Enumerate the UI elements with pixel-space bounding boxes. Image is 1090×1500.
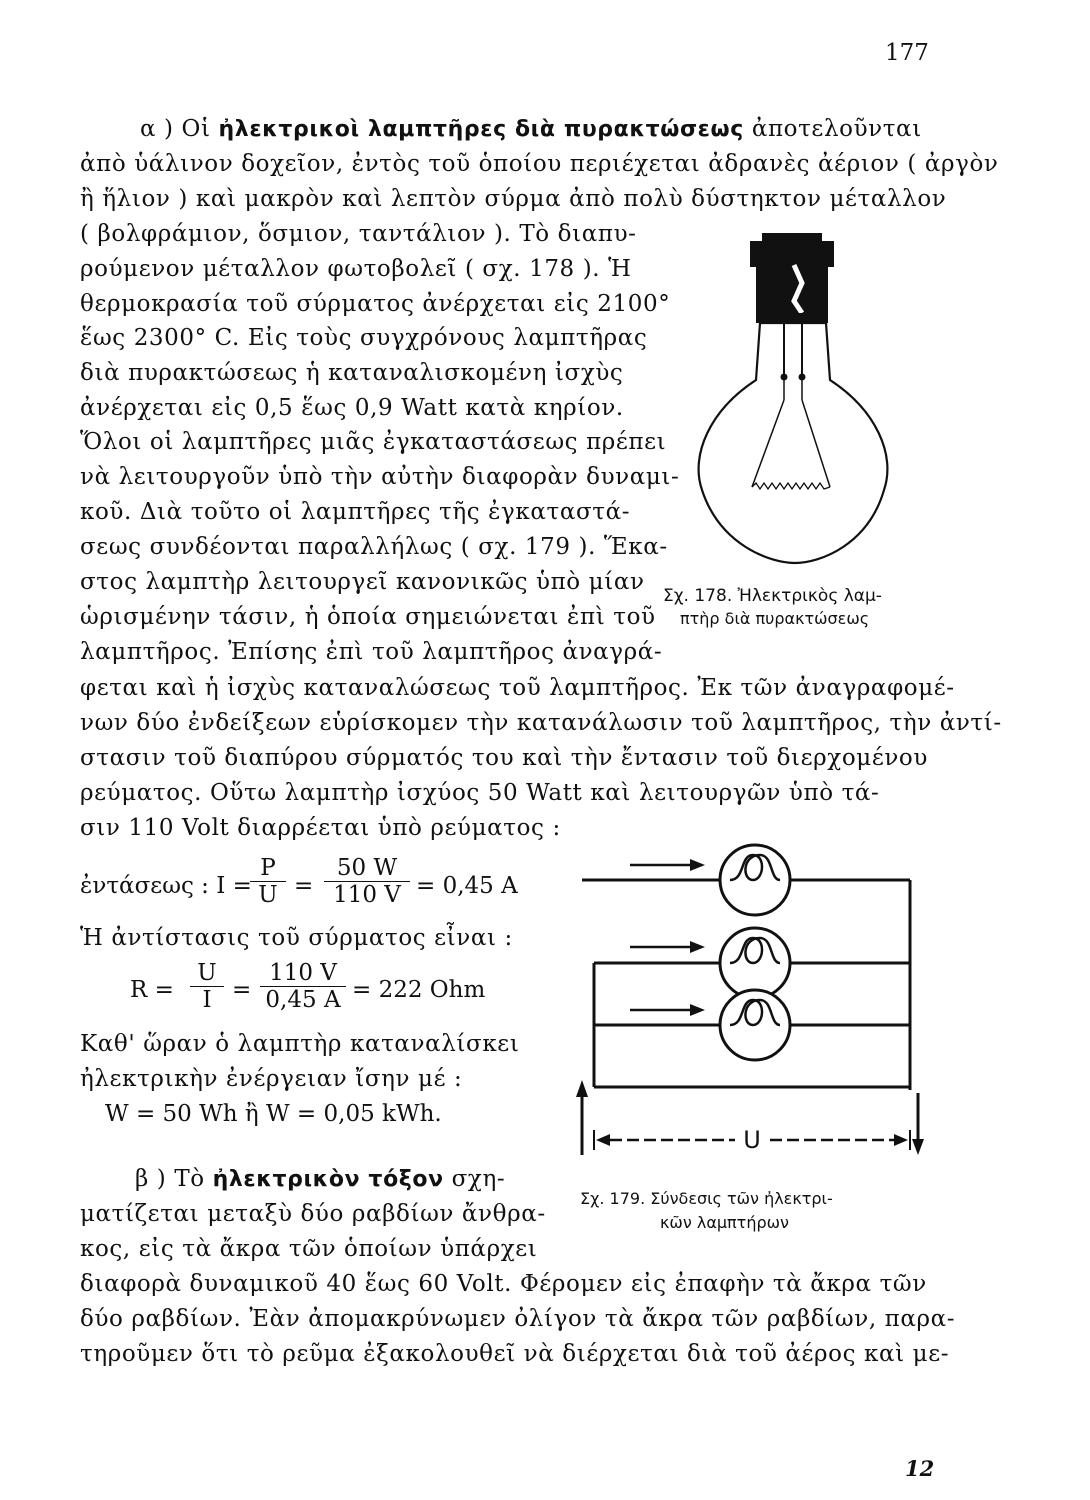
text-line: στασιν τοῦ διαπύρου σύρματός του καὶ τὴν ἔντασιν τοῦ διερχομένου: [80, 745, 928, 771]
figure-179-caption-1: Σχ. 179. Σύνδεσις τῶν ἠλεκτρι-: [580, 1189, 833, 1208]
text-line: νων δύο ἐνδείξεων εὑρίσκομεν τὴν κατανάλωσιν τοῦ λαμπτῆρος, τὴν ἀντί-: [80, 710, 1002, 736]
text-line: ὡρισμένην τάσιν, ἡ ὁποία σημειώνεται ἐπὶ τοῦ: [80, 604, 656, 630]
text-line: νὰ λειτουργοῦν ὑπὸ τὴν αὐτὴν διαφορὰν δυναμι-: [80, 464, 680, 490]
resistance-eq-fraction-2: [260, 960, 346, 1013]
text-line: ρούμενον μέταλλον φωτοβολεῖ ( σχ. 178 ). Ἡ: [80, 256, 632, 282]
lamp-filament: [752, 483, 830, 489]
current-eq-fraction-2: [324, 855, 410, 908]
current-eq-frac2-num: 50 W: [324, 855, 410, 882]
section-b-intro: Τὸ: [174, 1166, 205, 1192]
section-a-line-0: ἀποτελοῦνται: [751, 116, 922, 142]
current-eq-result: = 0,45 A: [416, 873, 518, 899]
text-line: τηροῦμεν ὅτι τὸ ρεῦμα ἐξακολουθεῖ νὰ διέρχεται διὰ τοῦ ἀέρος καὶ με-: [80, 1341, 950, 1367]
voltage-dimension: [594, 1126, 910, 1154]
lamp-base-top: [750, 241, 834, 267]
lamp-symbol-3: [720, 990, 790, 1060]
lamp-illustration: [690, 225, 930, 585]
energy-eq: W = 50 Wh ἢ W = 0,05 kWh.: [105, 1101, 442, 1127]
current-arrow-1: [630, 859, 705, 871]
text-line: φεται καὶ ἡ ἰσχὺς καταναλώσεως τοῦ λαμπτῆρος. Ἐκ τῶν ἀναγραφομέ-: [80, 675, 955, 701]
text-line: σιν 110 Volt διαρρέεται ὑπὸ ρεύματος :: [80, 815, 561, 841]
resistance-eq-fraction-1: [190, 960, 224, 1013]
energy-line: ἠλεκτρικὴν ἐνέργειαν ἴσην μέ :: [80, 1066, 463, 1092]
section-b-line-0: σχη-: [451, 1166, 506, 1192]
resistance-eq-result: = 222 Ohm: [352, 977, 486, 1003]
return-arrow-down: [912, 1093, 924, 1155]
text-line: διὰ πυρακτώσεως ἡ καταναλισκομένη ἰσχὺς: [80, 360, 624, 386]
text-line: ἀπὸ ὑάλινον δοχεῖον, ἐντὸς τοῦ ὁποίου περιέχεται ἀδρανὲς ἀέριον ( ἀργὸν: [80, 151, 999, 177]
current-eq-frac2-den: 110 V: [333, 882, 401, 908]
parallel-circuit-diagram: [570, 825, 950, 1170]
resistance-eq-frac2-den: 0,45 A: [265, 987, 341, 1013]
current-eq-lead: ἐντάσεως : I =: [80, 873, 252, 899]
text-line: θερμοκρασία τοῦ σύρματος ἀνέρχεται εἰς 2100°: [80, 291, 671, 317]
text-line: Ὅλοι οἱ λαμπτῆρες μιᾶς ἐγκαταστάσεως πρέπει: [80, 429, 667, 455]
section-a-label: α ): [140, 116, 174, 142]
text-line: ἀνέρχεται εἰς 0,5 ἕως 0,9 Watt κατὰ κηρίον.: [80, 395, 624, 421]
section-b-bold-term: ἠλεκτρικὸν τόξον: [212, 1167, 444, 1192]
current-arrow-2: [630, 941, 705, 953]
current-eq-frac1-den: U: [258, 882, 278, 908]
text-line: ρεύματος. Οὕτω λαμπτὴρ ἰσχύος 50 Watt καὶ λειτουργῶν ὑπὸ τά-: [80, 780, 880, 806]
resistance-eq-mid: =: [232, 977, 252, 1003]
text-line: κος, εἰς τὰ ἄκρα τῶν ὁποίων ὑπάρχει: [80, 1236, 538, 1262]
text-line: διαφορὰ δυναμικοῦ 40 ἕως 60 Volt. Φέρομεν εἰς ἐπαφὴν τὰ ἄκρα τῶν: [80, 1271, 927, 1297]
section-b-first-line: [135, 1168, 555, 1191]
text-line: κοῦ. Διὰ τοῦτο οἱ λαμπτῆρες τῆς ἐγκαταστά-: [80, 499, 631, 525]
current-eq-frac1-num: P: [250, 855, 286, 882]
section-a-first-line: [140, 118, 933, 141]
resistance-eq-frac2-num: 110 V: [260, 960, 346, 987]
figure-178-caption-1: Σχ. 178. Ἠλεκτρικὸς λαμ-: [663, 586, 882, 606]
signature-mark: 12: [905, 1456, 935, 1481]
resistance-intro: Ἡ ἀντίστασις τοῦ σύρματος εἶναι :: [80, 925, 513, 951]
text-line: σεως συνδέονται παραλλήλως ( σχ. 179 ). Ἕκα-: [80, 534, 668, 560]
supply-arrow-up: [576, 1080, 588, 1155]
text-line: στος λαμπτὴρ λειτουργεῖ κανονικῶς ὑπὸ μίαν: [80, 569, 645, 595]
resistance-eq-frac1-den: I: [202, 987, 212, 1013]
page-number: 177: [885, 40, 929, 66]
section-a-intro: Οἱ: [181, 116, 211, 142]
energy-line: Καθ' ὥραν ὁ λαμπτὴρ καταναλίσκει: [80, 1031, 520, 1057]
text-line: ματίζεται μεταξὺ δύο ραβδίων ἄνθρα-: [80, 1201, 546, 1227]
text-line: λαμπτῆρος. Ἐπίσης ἐπὶ τοῦ λαμπτῆρος ἀναγρά-: [80, 639, 663, 665]
text-line: ἕως 2300° C. Εἰς τοὺς συγχρόνους λαμπτῆρας: [80, 325, 648, 351]
current-eq-fraction-1: [250, 855, 286, 908]
resistance-eq-frac1-num: U: [190, 960, 224, 987]
current-arrow-3: [630, 1004, 705, 1016]
current-eq-mid: =: [294, 873, 314, 899]
section-b-label: β ): [135, 1166, 167, 1192]
text-line: δύο ραβδίων. Ἐὰν ἀπομακρύνωμεν ὀλίγον τὰ ἄκρα τῶν ραβδίων, παρα-: [80, 1306, 956, 1332]
voltage-label: U: [743, 1126, 761, 1154]
lamp-symbol-1: [720, 845, 790, 915]
text-line: ἢ ἥλιον ) καὶ μακρὸν καὶ λεπτὸν σύρμα ἀπὸ πολὺ δύστηκτον μέταλλον: [80, 186, 947, 212]
figure-179-caption-2: κῶν λαμπτήρων: [660, 1213, 789, 1232]
lamp-symbol-2: [720, 928, 790, 998]
resistance-eq-lead: R =: [130, 977, 174, 1003]
lamp-base-cap: [756, 265, 828, 313]
figure-178-caption-2: πτὴρ διὰ πυρακτώσεως: [680, 609, 870, 628]
text-line: ( βολφράμιον, ὅσμιον, ταντάλιον ). Τὸ διαπυ-: [80, 221, 637, 247]
section-a-bold-term: ἠλεκτρικοὶ λαμπτῆρες διὰ πυρακτώσεως: [218, 117, 744, 142]
lamp-bulb: [699, 323, 888, 563]
